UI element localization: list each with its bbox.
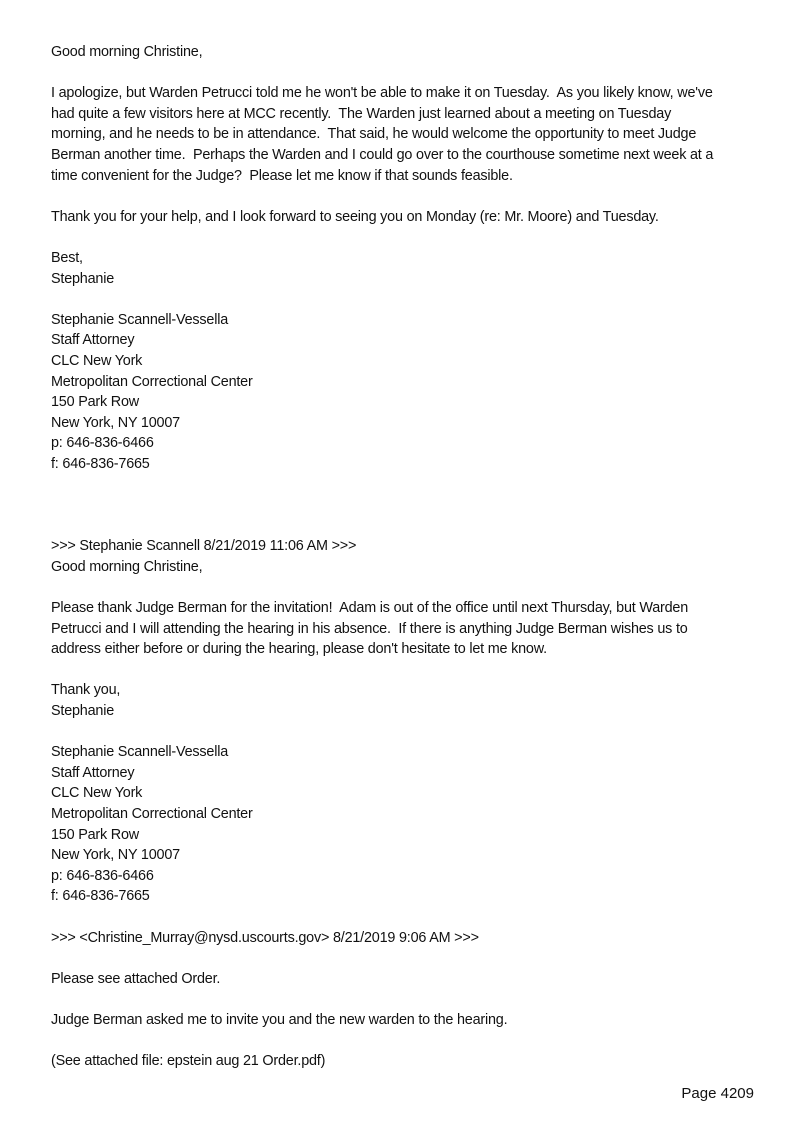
spacer — [51, 227, 751, 248]
signature-name: Stephanie Scannell-Vessella — [51, 744, 229, 761]
signature-title: Staff Attorney — [51, 764, 135, 781]
body-line: had quite a few visitors here at MCC recently. The Warden just learned about a meeting on Tuesday — [51, 105, 672, 122]
spacer — [51, 474, 751, 536]
signature-location: Metropolitan Correctional Center — [51, 805, 253, 822]
spacer — [51, 63, 751, 84]
signature-org: CLC New York — [51, 352, 143, 369]
email-thread — [51, 42, 751, 1072]
greeting: Good morning Christine, — [51, 558, 203, 575]
closing: Best, — [51, 249, 83, 266]
signature-fax: f: 646-836-7665 — [51, 455, 150, 472]
body-line: time convenient for the Judge? Please let me know if that sounds feasible. — [51, 167, 513, 184]
attachment-note: (See attached file: epstein aug 21 Order.pdf) — [51, 1053, 326, 1070]
spacer — [51, 577, 751, 598]
body-line: morning, and he needs to be in attendance. That said, he would welcome the opportunity to meet Judge — [51, 126, 697, 143]
signature-location: Metropolitan Correctional Center — [51, 373, 253, 390]
signoff: Stephanie — [51, 703, 115, 720]
body-line: Petrucci and I will attending the hearing in his absence. If there is anything Judge Berman wishes us to — [51, 620, 688, 637]
body-line: Berman another time. Perhaps the Warden and I could go over to the courthouse sometime next week at a — [51, 146, 714, 163]
body-line: Please thank Judge Berman for the invitation! Adam is out of the office until next Thursday, but Warden — [51, 600, 689, 617]
body-line: Please see attached Order. — [51, 970, 221, 987]
spacer — [51, 722, 751, 743]
signature-city: New York, NY 10007 — [51, 414, 180, 431]
spacer — [51, 907, 751, 928]
quoted-email-header: >>> <Christine_Murray@nysd.uscourts.gov> 8/21/2019 9:06 AM >>> — [51, 929, 479, 946]
signature-name: Stephanie Scannell-Vessella — [51, 311, 229, 328]
closing: Thank you, — [51, 682, 121, 699]
body-line: Judge Berman asked me to invite you and the new warden to the hearing. — [51, 1011, 508, 1028]
signature-title: Staff Attorney — [51, 332, 135, 349]
body-line: Thank you for your help, and I look forward to seeing you on Monday (re: Mr. Moore) and Tuesday. — [51, 208, 659, 225]
signature-city: New York, NY 10007 — [51, 847, 180, 864]
spacer — [51, 1031, 751, 1052]
body-line: I apologize, but Warden Petrucci told me he won't be able to make it on Tuesday. As you likely know, we've — [51, 85, 713, 102]
signature-org: CLC New York — [51, 785, 143, 802]
spacer — [51, 948, 751, 969]
signoff: Stephanie — [51, 270, 115, 287]
spacer — [51, 289, 751, 310]
signature-phone: p: 646-836-6466 — [51, 435, 154, 452]
greeting: Good morning Christine, — [51, 44, 203, 60]
signature-street: 150 Park Row — [51, 826, 139, 843]
page-number: Page 4209 — [681, 1085, 754, 1102]
quoted-email-header: >>> Stephanie Scannell 8/21/2019 11:06 AM >>> — [51, 538, 357, 555]
spacer — [51, 660, 751, 681]
signature-street: 150 Park Row — [51, 394, 139, 411]
signature-fax: f: 646-836-7665 — [51, 888, 150, 905]
spacer — [51, 989, 751, 1010]
spacer — [51, 186, 751, 207]
body-line: address either before or during the hearing, please don't hesitate to let me know. — [51, 641, 547, 658]
signature-phone: p: 646-836-6466 — [51, 867, 154, 884]
